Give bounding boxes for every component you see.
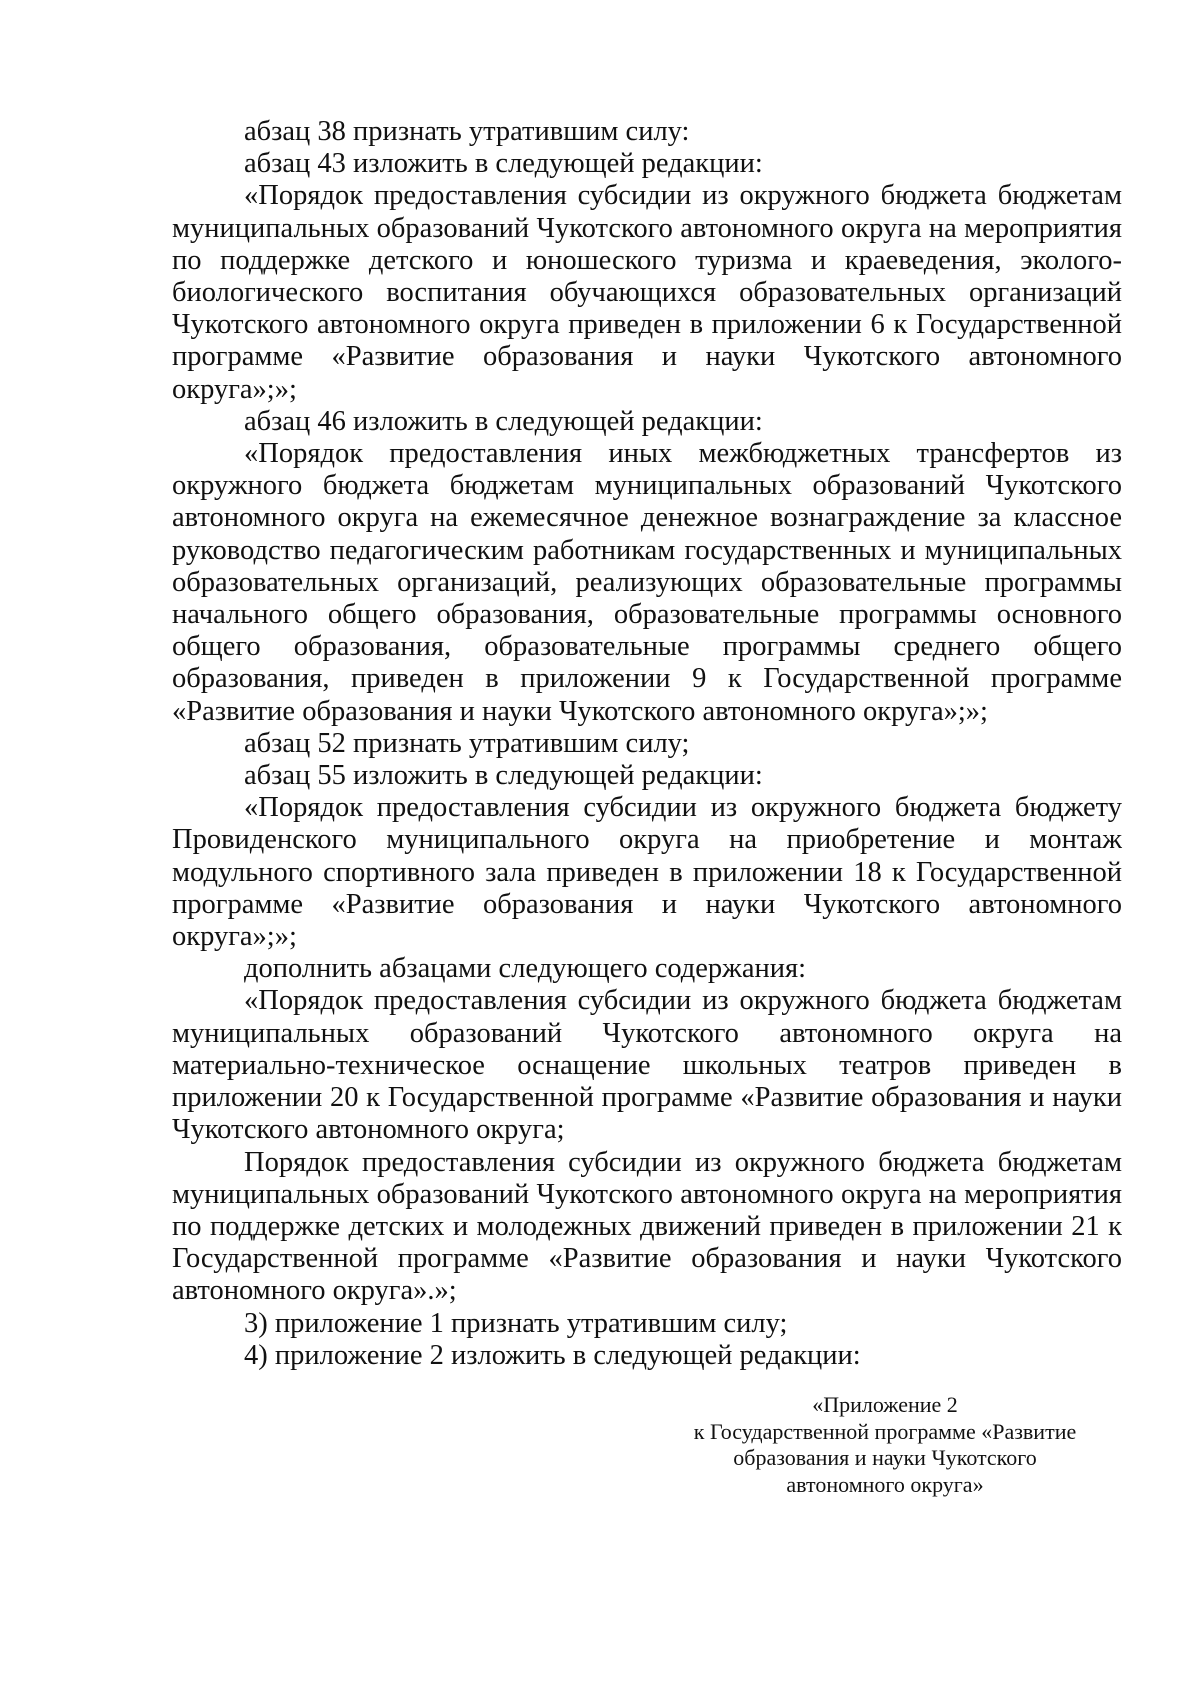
document-body bbox=[172, 116, 1122, 1372]
paragraph-addition-movements: Порядок предоставления субсидии из окружного бюджета бюджетам муниципальных образований Чукотского автономного округа на мероприятия по поддержке детских и молодежных движений приведен в приложении 21 к Государственной программе «Развитие образования и науки Чукотского автономного округа».»; bbox=[172, 1146, 1122, 1307]
paragraph-addition-intro: дополнить абзацами следующего содержания: bbox=[244, 953, 807, 985]
paragraph-item-4: 4) приложение 2 изложить в следующей редакции: bbox=[244, 1339, 861, 1371]
appendix-header-line: автономного округа» bbox=[786, 1471, 984, 1497]
paragraph-abzac-55-intro: абзац 55 изложить в следующей редакции: bbox=[244, 760, 763, 792]
appendix-header-line: «Приложение 2 bbox=[812, 1392, 958, 1417]
appendix-header-line: образования и науки Чукотского bbox=[733, 1445, 1037, 1470]
paragraph-abzac-43-intro: абзац 43 изложить в следующей редакции: bbox=[244, 148, 763, 180]
paragraph-abzac-46-intro: абзац 46 изложить в следующей редакции: bbox=[244, 405, 763, 437]
paragraph-item-3: 3) приложение 1 признать утратившим силу; bbox=[244, 1307, 788, 1339]
paragraph-abzac-55-text: «Порядок предоставления субсидии из окружного бюджета бюджету Провиденского муниципального округа на приобретение и монтаж модульного спортивного зала приведен в приложении 18 к Государственной программе «Развитие образования и науки Чукотского автономного округа»;»; bbox=[172, 792, 1122, 953]
paragraph-abzac-38: абзац 38 признать утратившим силу: bbox=[244, 116, 690, 147]
paragraph-addition-theatres: «Порядок предоставления субсидии из окружного бюджета бюджетам муниципальных образований Чукотского автономного округа на материально-техническое оснащение школьных театров приведен в приложении 20 к Государственной программе «Развитие образования и науки Чукотского автономного округа; bbox=[172, 985, 1122, 1146]
paragraph-abzac-46-text: «Порядок предоставления иных межбюджетных трансфертов из окружного бюджета бюджетам муниципальных образований Чукотского автономного округа на ежемесячное денежное вознаграждение за классное руководство педагогическим работникам государственных и муниципальных образовательных организаций, реализующих образовательные программы начального общего образования, образовательные программы основного общего образования, образовательные программы среднего общего образования, приведен в приложении 9 к Государственной программе «Развитие образования и науки Чукотского автономного округа»;»; bbox=[172, 438, 1122, 727]
paragraph-abzac-52: абзац 52 признать утратившим силу; bbox=[244, 727, 690, 759]
appendix-header bbox=[660, 1392, 1110, 1498]
appendix-header-line: к Государственной программе «Развитие bbox=[693, 1418, 1077, 1444]
paragraph-abzac-43-text: «Порядок предоставления субсидии из окружного бюджета бюджетам муниципальных образований Чукотского автономного округа на мероприятия по поддержке детского и юношеского туризма и краеведения, эколого-биологического воспитания обучающихся образовательных организаций Чукотского автономного округа приведен в приложении 6 к Государственной программе «Развитие образования и науки Чукотского автономного округа»;»; bbox=[172, 180, 1122, 405]
